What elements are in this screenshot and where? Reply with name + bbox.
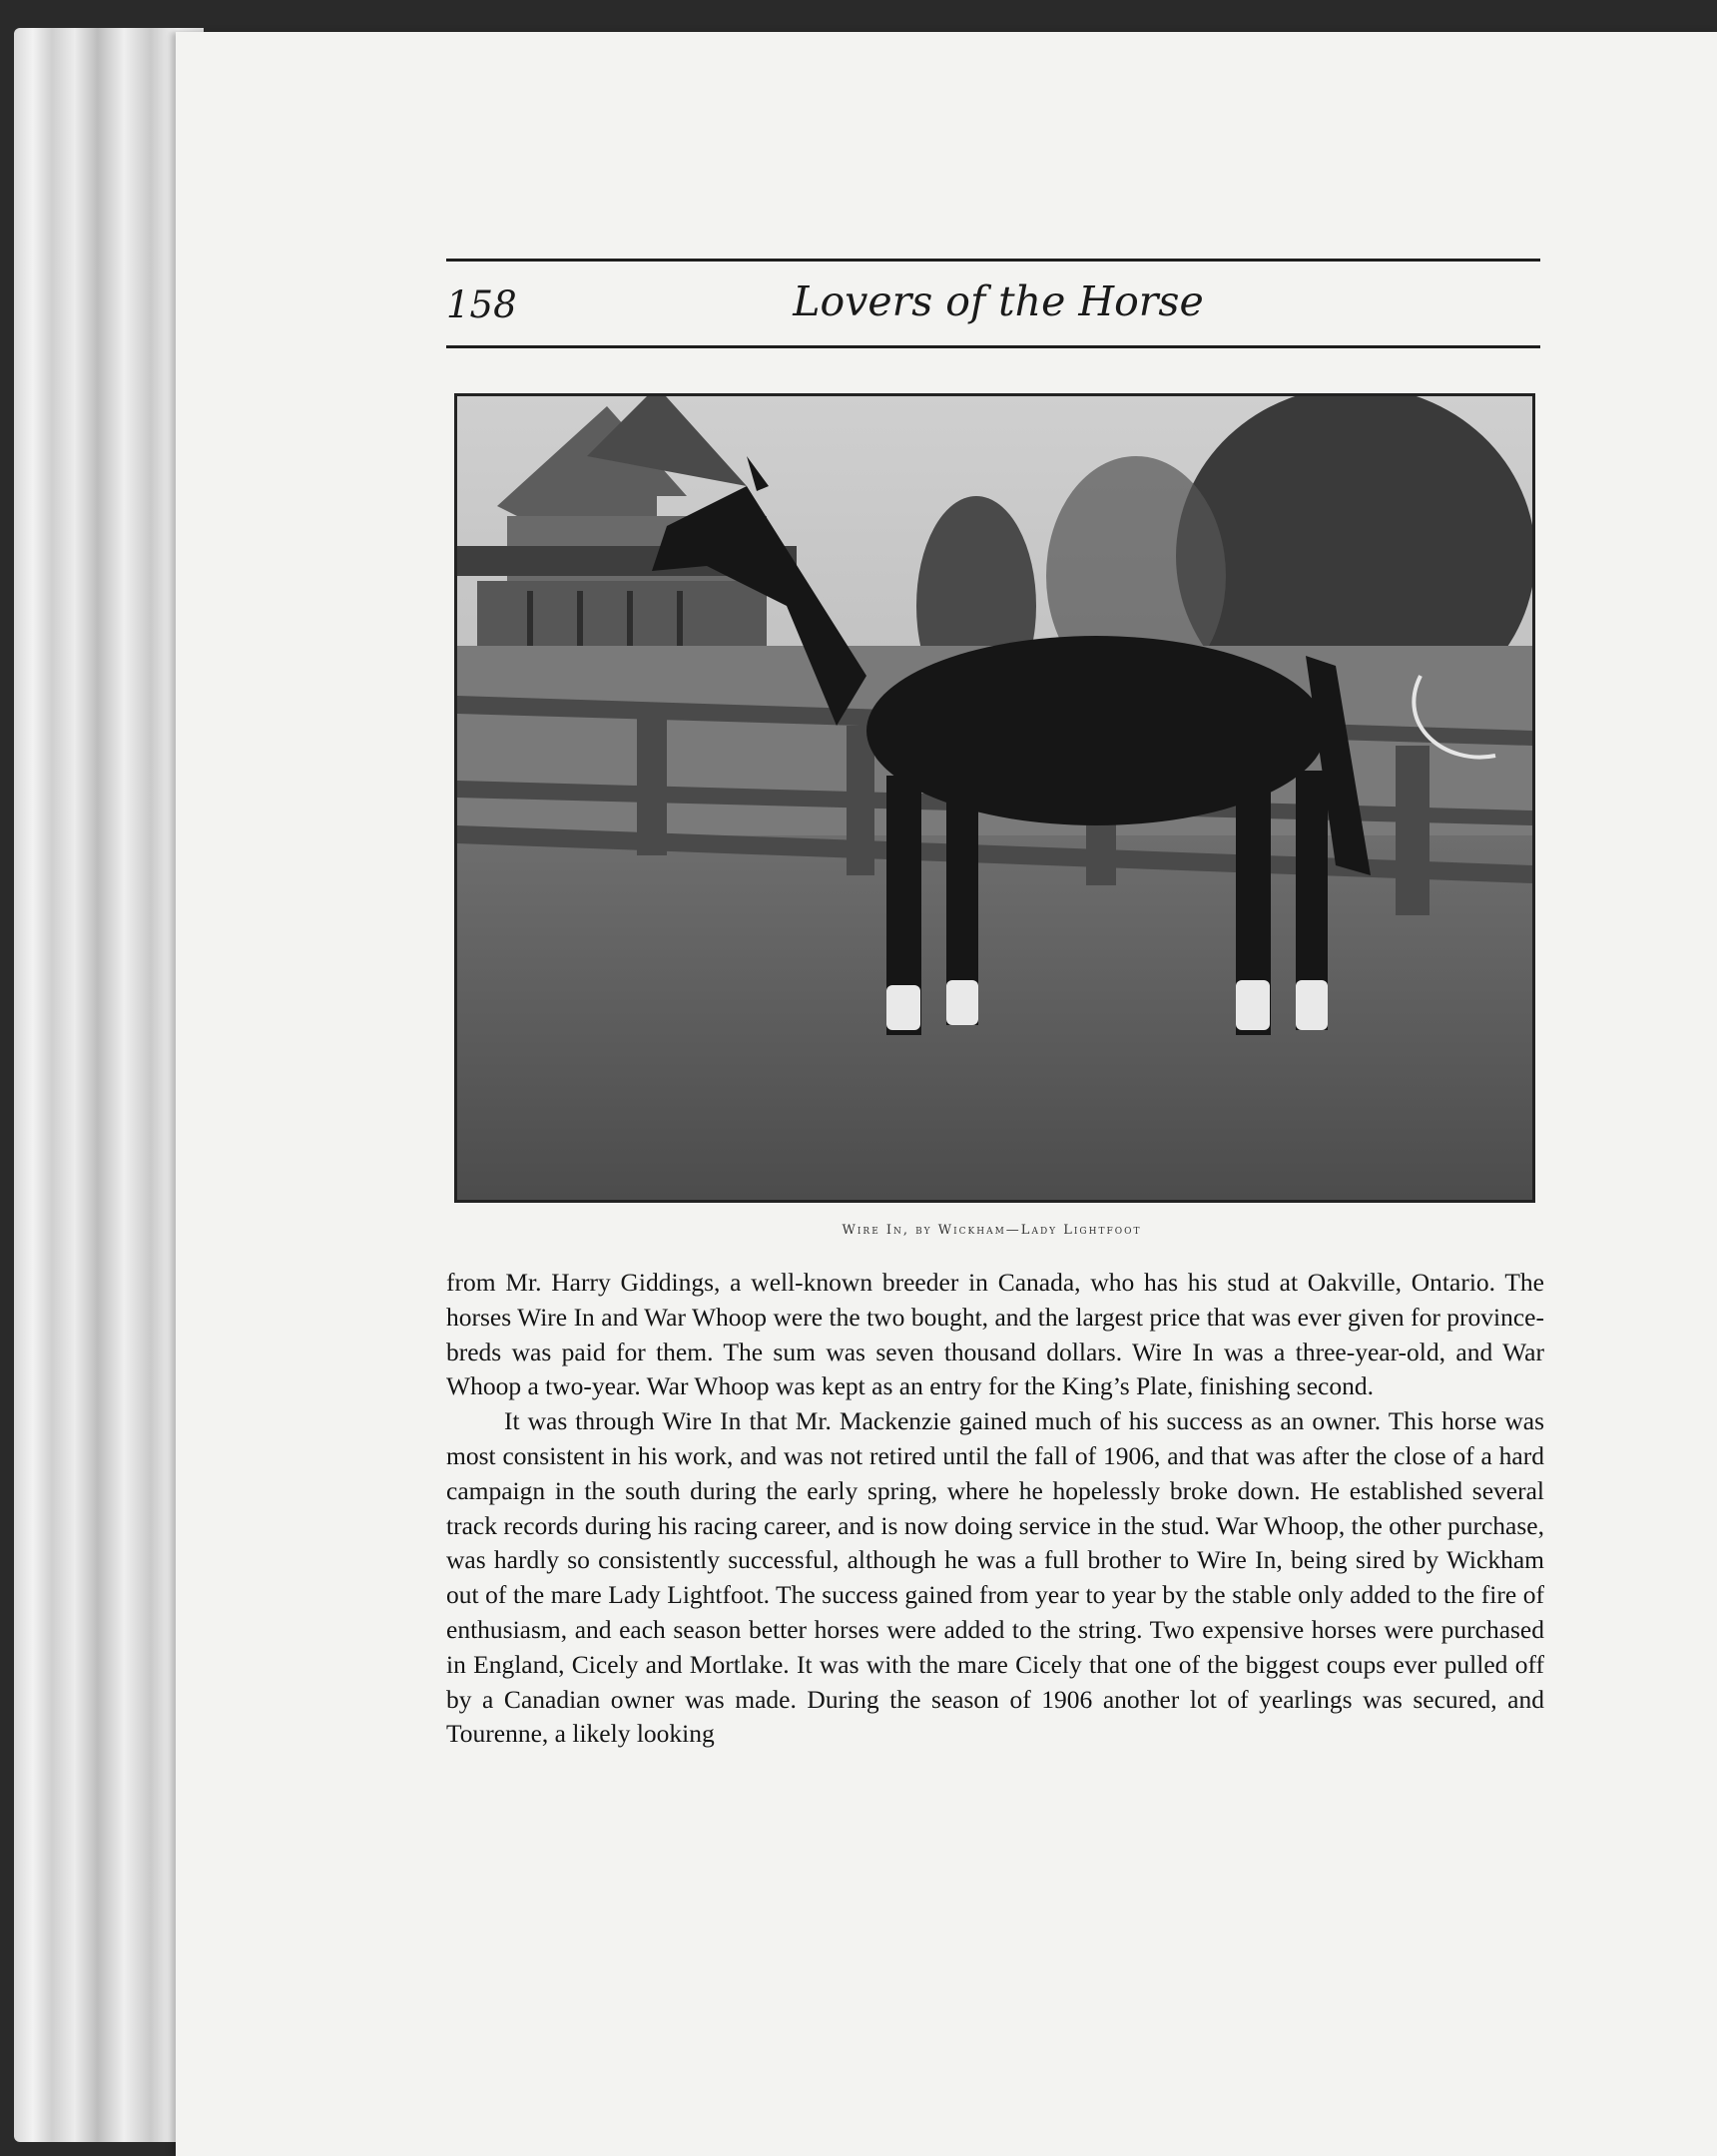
paragraph: It was through Wire In that Mr. Mackenzie gained much of his success as an owner. This horse was most consistent in his work, and was not retired until the fall of 1906, and that was after the close of a hard campaign in the south during the early spring, where he hopelessly broke down. He established several track records during his racing career, and is now doing service in the stud. War Whoop, the other purchase, was hardly so consistently successful, although he was a full brother to Wire In, being sired by Wickham out of the mare Lady Lightfoot. The success gained from year to year by the stable only added to the fire of enthusiasm, and each season better horses were added to the string. Two expensive horses were purchased in England, Cicely and Mortlake. It was with the mare Cicely that one of the biggest coups ever pulled off by a Canadian owner was made. During the season of 1906 another lot of yearlings was secured, and Tourenne, a likely looking [446, 1406, 1544, 1749]
horse-photograph [454, 393, 1535, 1203]
running-title: Lovers of the Horse [793, 277, 1204, 325]
paragraph: from Mr. Harry Giddings, a well-known breeder in Canada, who has his stud at Oakville, Ontario. The horses Wire In and War Whoop were the two bought, and the largest price that was ever given for province-breds was paid for them. The sum was seven thousand dollars. Wire In was a three-year-old, and War Whoop a two-year. War Whoop was kept as an entry for the King’s Plate, finishing second. [446, 1268, 1544, 1401]
header-rule-bottom [446, 345, 1540, 348]
photograph-illustration [457, 396, 1532, 1200]
header-rule-top [446, 259, 1540, 262]
body-text [446, 1266, 1544, 1752]
page-number: 158 [446, 283, 517, 326]
photo-caption: Wire In, by Wickham—Lady Lightfoot [842, 1223, 1142, 1238]
